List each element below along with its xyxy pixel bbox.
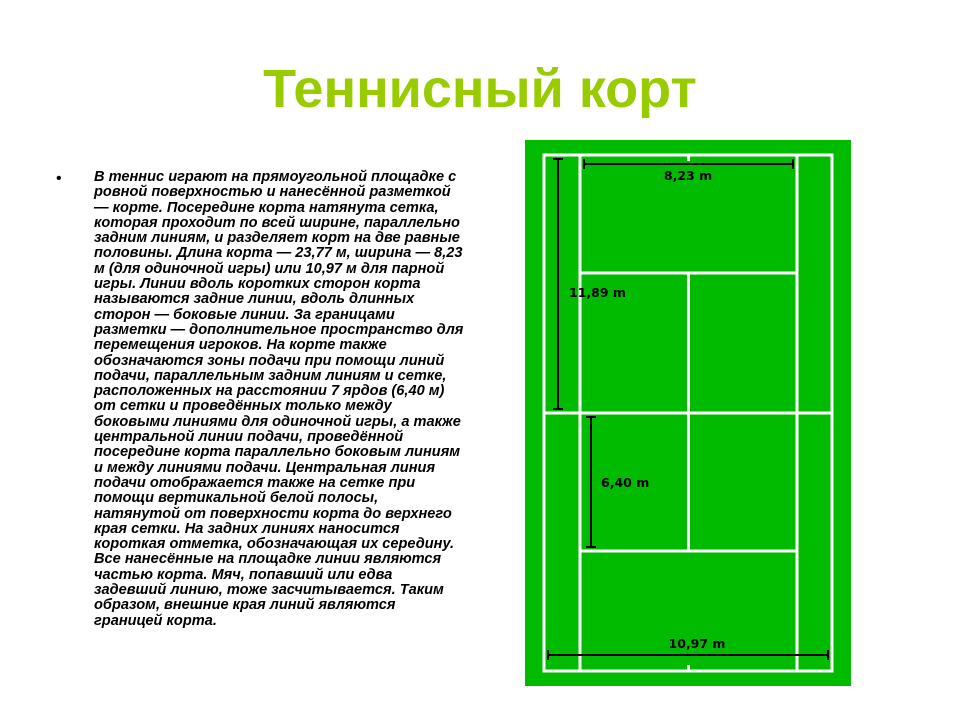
page-title: Теннисный корт <box>263 59 697 119</box>
label-service-distance: 6,40 m <box>601 475 650 490</box>
label-half-length: 11,89 m <box>569 285 626 300</box>
tennis-court-diagram <box>525 140 851 686</box>
body-paragraph: В теннис играют на прямоугольной площадке с ровной поверхностью и нанесённой разметкой — корте. Посередине корта натянута сетка, которая проходит по всей ширине, параллельно задним линиям, и разделяет корт на две равные половины. Длина корта — 23,77 м, ширина — 8,23 м (для одиночной игры) или 10,97 м для парной игры. Линии вдоль коротких сторон корта называются задние линии, вдоль длинных сторон — боковые линии. За границами разметки — дополнительное пространство для перемещения игроков. На корте также обозначаются зоны подачи при помощи линий подачи, параллельным задним линиям и сетке, расположенных на расстоянии 7 ярдов (6,40 м) от сетки и проведённых только между боковыми линиями для одиночной игры, а также центральной линии подачи, проведённой посередине корта параллельно боковым линиям и между линиями подачи. Центральная линия подачи отображается также на сетке при помощи вертикальной белой полосы, натянутой от поверхности корта до верхнего края сетки. На задних линиях наносится короткая отметка, обозначающая их середину. Все нанесённые на площадке линии являются частью корта. Мяч, попавший или едва задевший линию, тоже засчитывается. Таким образом, внешние края линий являются границей корта. <box>94 169 464 629</box>
bullet-marker: • <box>56 170 62 187</box>
label-singles-width: 8,23 m <box>663 168 713 183</box>
label-doubles-width: 10,97 m <box>668 636 726 651</box>
